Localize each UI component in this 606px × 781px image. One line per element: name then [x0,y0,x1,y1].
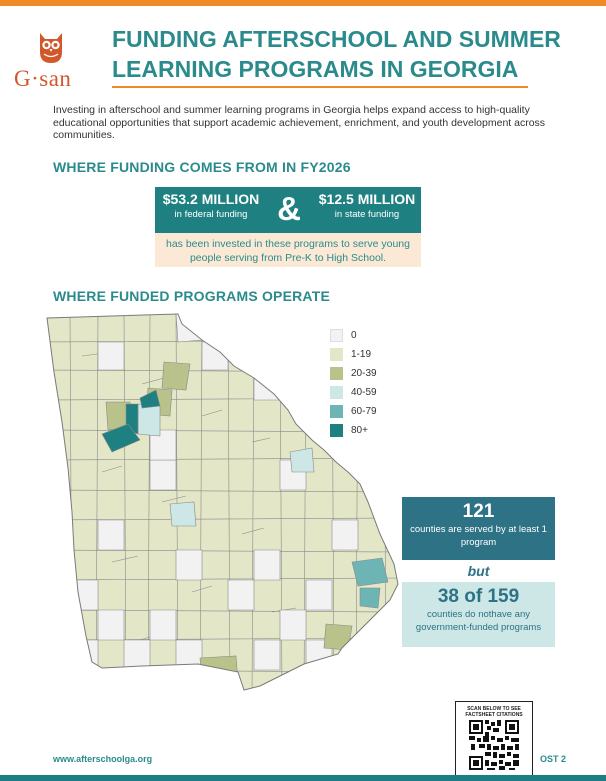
intro-paragraph: Investing in afterschool and summer learning programs in Georgia helps expand access to high-quality educational opportunities that support academic achievement, enrichment, and youth development across communities. [53,104,546,141]
map-heading: WHERE FUNDED PROGRAMS OPERATE [53,288,330,304]
logo-text: G·san [14,66,72,91]
legend-label: 80+ [351,425,368,436]
legend-label: 1-19 [351,349,372,360]
state-label: in state funding [334,209,400,220]
served-text: counties are served by at least 1 program [410,524,547,548]
top-accent-bar [0,0,606,6]
legend-swatch [330,348,343,361]
legend-swatch [330,367,343,380]
funding-note: has been invested in these programs to serve young people serving from Pre-K to High School. [155,233,421,267]
federal-amount: $53.2 MILLION [162,191,260,207]
owl-icon [36,30,66,64]
funding-box [155,187,421,233]
map-legend [330,326,377,440]
federal-label: in federal funding [174,209,248,220]
qr-code-icon[interactable] [469,720,519,770]
bottom-accent-bar [0,775,606,781]
ampersand: & [277,190,301,227]
footer-website-link[interactable]: www.afterschoolga.org [53,754,153,764]
state-amount: $12.5 MILLION [318,191,416,207]
legend-label: 0 [351,330,357,341]
served-counties-stat [402,497,555,560]
legend-label: 60-79 [351,406,377,417]
footer-doc-code: OST 2 [540,754,567,764]
funding-heading: WHERE FUNDING COMES FROM IN FY2026 [53,159,351,175]
legend-item-1-19 [330,345,377,364]
federal-funding [155,191,267,222]
legend-label: 20-39 [351,368,377,379]
unserved-counties-stat [402,582,555,647]
unserved-count: 38 of 159 [437,586,520,607]
legend-swatch [330,405,343,418]
qr-code-panel[interactable] [455,701,533,777]
gsan-logo[interactable] [14,30,102,90]
legend-item-20-39 [330,364,377,383]
legend-item-0 [330,326,377,345]
legend-item-60-79 [330,402,377,421]
legend-swatch [330,424,343,437]
state-funding [313,191,421,222]
served-count: 121 [462,501,495,522]
title-underline [112,86,528,88]
legend-swatch [330,386,343,399]
legend-label: 40-59 [351,387,377,398]
page-title: FUNDING AFTERSCHOOL AND SUMMER LEARNING PROGRAMS IN GEORGIA [112,26,561,82]
qr-caption: SCAN BELOW TO SEE FACTSHEET CITATIONS [465,706,523,718]
but-connector: but [467,563,490,579]
legend-swatch [330,329,343,342]
unserved-text: counties do nothave any government-funded programs [415,609,542,633]
legend-item-40-59 [330,383,377,402]
legend-item-80-plus [330,421,377,440]
